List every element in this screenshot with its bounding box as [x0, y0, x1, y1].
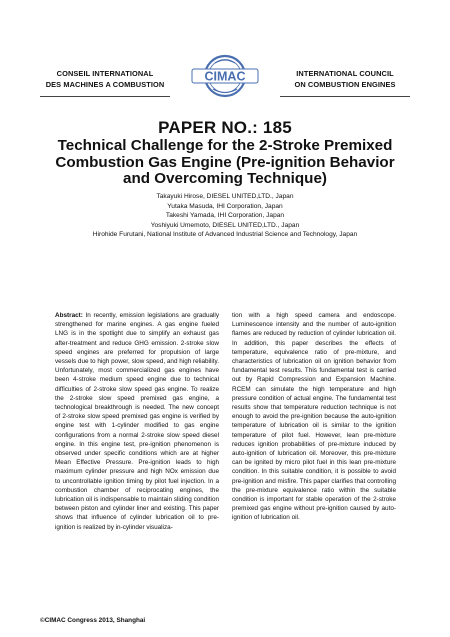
- footer-copyright: ©CIMAC Congress 2013, Shanghai: [40, 617, 146, 624]
- header-council-english: [280, 68, 410, 90]
- cimac-logo: [189, 53, 261, 101]
- author-2: Yutaka Masuda, IHI Corporation, Japan: [167, 202, 283, 210]
- header-left-line1: CONSEIL INTERNATIONAL: [56, 69, 154, 78]
- logo-text: CIMAC: [204, 69, 246, 84]
- abstract-text-left: In recently, emission legislations are gradually strengthened for marine engines. A gas engine fueled LNG is in the spotlight due to simplify an exhaust gas after-treatment and reduce GHG emission. 2-stroke slow speed engines are preferred for propulsion of large vessels due to high power, slow speed, and high reliability. Unfortunately, most commercialized gas engines have been 4-stroke medium speed engine due to technical difficulties of 2-stroke slow speed gas engine. To realize the 2-stroke slow speed premixed gas engine, a technological breakthrough is needed. The new concept of 2-stroke slow speed premixed gas engine is verified by engine test with 1-cylinder modified to gas engine configurations from a normal 2-stroke slow speed diesel engine. In this engine test, pre-ignition phenomenon is observed under specific conditions which are at higher Mean Effective Pressure. Pre-ignition leads to high maximum cylinder pressure and high NOx emission due to uncontrollable ignition timing by pilot fuel injection. In a combustion chamber of reciprocating engines, the lubrication oil is indispensable to maintain sliding condition between piston and cylinder liner and existing. This paper shows that influence of cylinder lubrication oil to pre-ignition is realized by in-cylinder visualiza-: [55, 312, 219, 531]
- abstract-text-right: tion with a high speed camera and endoscope. Luminescence intensity and the number of auto-ignition flames are reduced by reduction of cylinder lubrication oil. In addition, this paper describes the effects of temperature, equivalence ratio of pre-mixture, and characteristics of lubrication oil on ignition behavior from fundamental test results. This fundamental test is carried out by Rapid Compression and Expansion Machine. RCEM can simulate the high temperature and high pressure condition of actual engine. The fundamental test results show that temperature reduction technique is not enough to avoid the pre-ignition because the auto-ignition temperature of lubrication oil is similar to the ignition temperature of pilot fuel. However, lean pre-mixture reduces ignition probabilities of pre-mixture induced by auto-ignition of lubrication oil. Moreover, this pre-mixture can be ignited by micro pilot fuel in this lean pre-mixture condition. In this suitable condition, it is possible to avoid pre-ignition and misfire. This paper clarifies that controlling the pre-mixture equivalence ratio within the suitable condition is important for stable operation of the 2-stroke premixed gas engine without pre-ignition caused by auto-ignition of lubrication oil.: [232, 312, 396, 522]
- abstract-left-column: [55, 311, 219, 532]
- header-right-line2: ON COMBUSTION ENGINES: [294, 80, 396, 89]
- abstract-right-column: [232, 311, 396, 523]
- paper-title: Technical Challenge for the 2-Stroke Premixed Combustion Gas Engine (Pre-ignition Behavior and Overcoming Technique): [55, 137, 395, 187]
- author-5: Hirohide Furutani, National Institute of Advanced Industrial Science and Technology, Japan: [92, 231, 358, 239]
- author-4: Yoshiyuki Umemoto, DIESEL UNITED,LTD., Japan: [150, 221, 300, 229]
- header-right-line1: INTERNATIONAL COUNCIL: [296, 69, 394, 78]
- author-3: Takeshi Yamada, IHI Corporation, Japan: [165, 212, 285, 220]
- abstract-label: Abstract:: [55, 312, 83, 319]
- header-right-rule: [280, 96, 410, 97]
- paper-number: PAPER NO.: 185: [158, 118, 292, 137]
- header-left-line2: DES MACHINES A COMBUSTION: [45, 80, 165, 89]
- header-council-french: [40, 68, 170, 90]
- header-left-rule: [40, 96, 170, 97]
- author-1: Takayuki Hirose, DIESEL UNITED,LTD., Japan: [156, 193, 294, 200]
- author-list: [40, 192, 410, 240]
